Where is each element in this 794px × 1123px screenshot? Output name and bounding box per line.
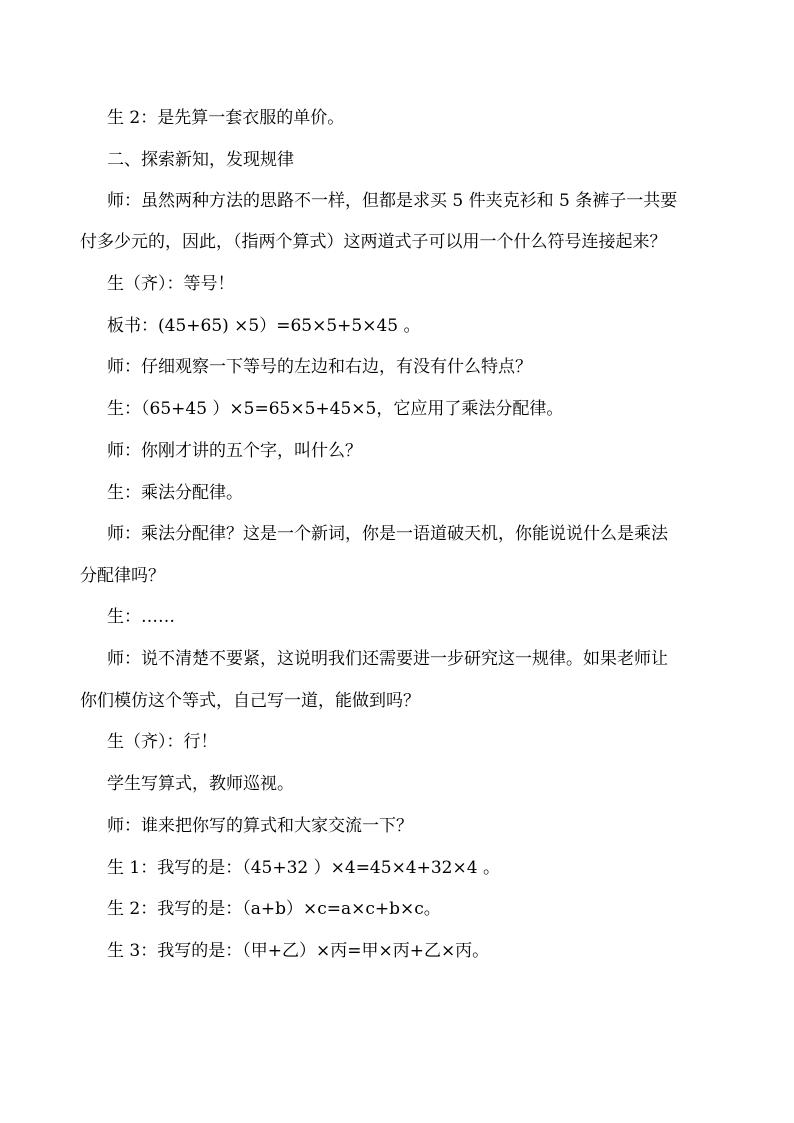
paragraph-line: 生 2：是先算一套衣服的单价。 — [107, 108, 345, 128]
paragraph-line: 师：乘法分配律？这是一个新词，你是一语道破天机，你能说说什么是乘法 — [107, 524, 668, 544]
section-heading: 二、探索新知，发现规律 — [107, 150, 294, 170]
paragraph-line: 板书：(45+65) ×5）=65×5+5×45 。 — [107, 316, 421, 336]
paragraph-line: 学生写算式，教师巡视。 — [107, 774, 294, 794]
paragraph-line: 师：谁来把你写的算式和大家交流一下？ — [107, 816, 413, 836]
paragraph-line: 师：你刚才讲的五个字，叫什么？ — [107, 441, 362, 461]
paragraph-line: 你们模仿这个等式，自己写一道，能做到吗？ — [80, 691, 420, 711]
paragraph-line: 师：说不清楚不要紧，这说明我们还需要进一步研究这一规律。如果老师让 — [107, 649, 668, 669]
paragraph-line: 分配律吗？ — [80, 566, 165, 586]
paragraph-line: 生 2：我写的是：（a+b）×c=a×c+b×c。 — [107, 899, 441, 919]
paragraph-line: 生 3：我写的是：（甲+乙）×丙=甲×丙+乙×丙。 — [107, 941, 490, 961]
paragraph-line: 生（齐）：行！ — [107, 732, 218, 752]
paragraph-line: 生（齐）：等号！ — [107, 274, 235, 294]
paragraph-line: 师：虽然两种方法的思路不一样，但都是求买 5 件夹克衫和 5 条裤子一共要 — [107, 191, 678, 211]
paragraph-line: 生：乘法分配律。 — [107, 483, 243, 503]
paragraph-line: 付多少元的，因此，（指两个算式）这两道式子可以用一个什么符号连接起来？ — [80, 232, 667, 252]
paragraph-line: 生：…… — [107, 607, 175, 627]
paragraph-line: 生 1：我写的是：（45+32 ）×4=45×4+32×4 。 — [107, 858, 500, 878]
paragraph-line: 师：仔细观察一下等号的左边和右边，有没有什么特点？ — [107, 357, 532, 377]
paragraph-line: 生：（65+45 ）×5=65×5+45×5，它应用了乘法分配律。 — [107, 399, 564, 419]
